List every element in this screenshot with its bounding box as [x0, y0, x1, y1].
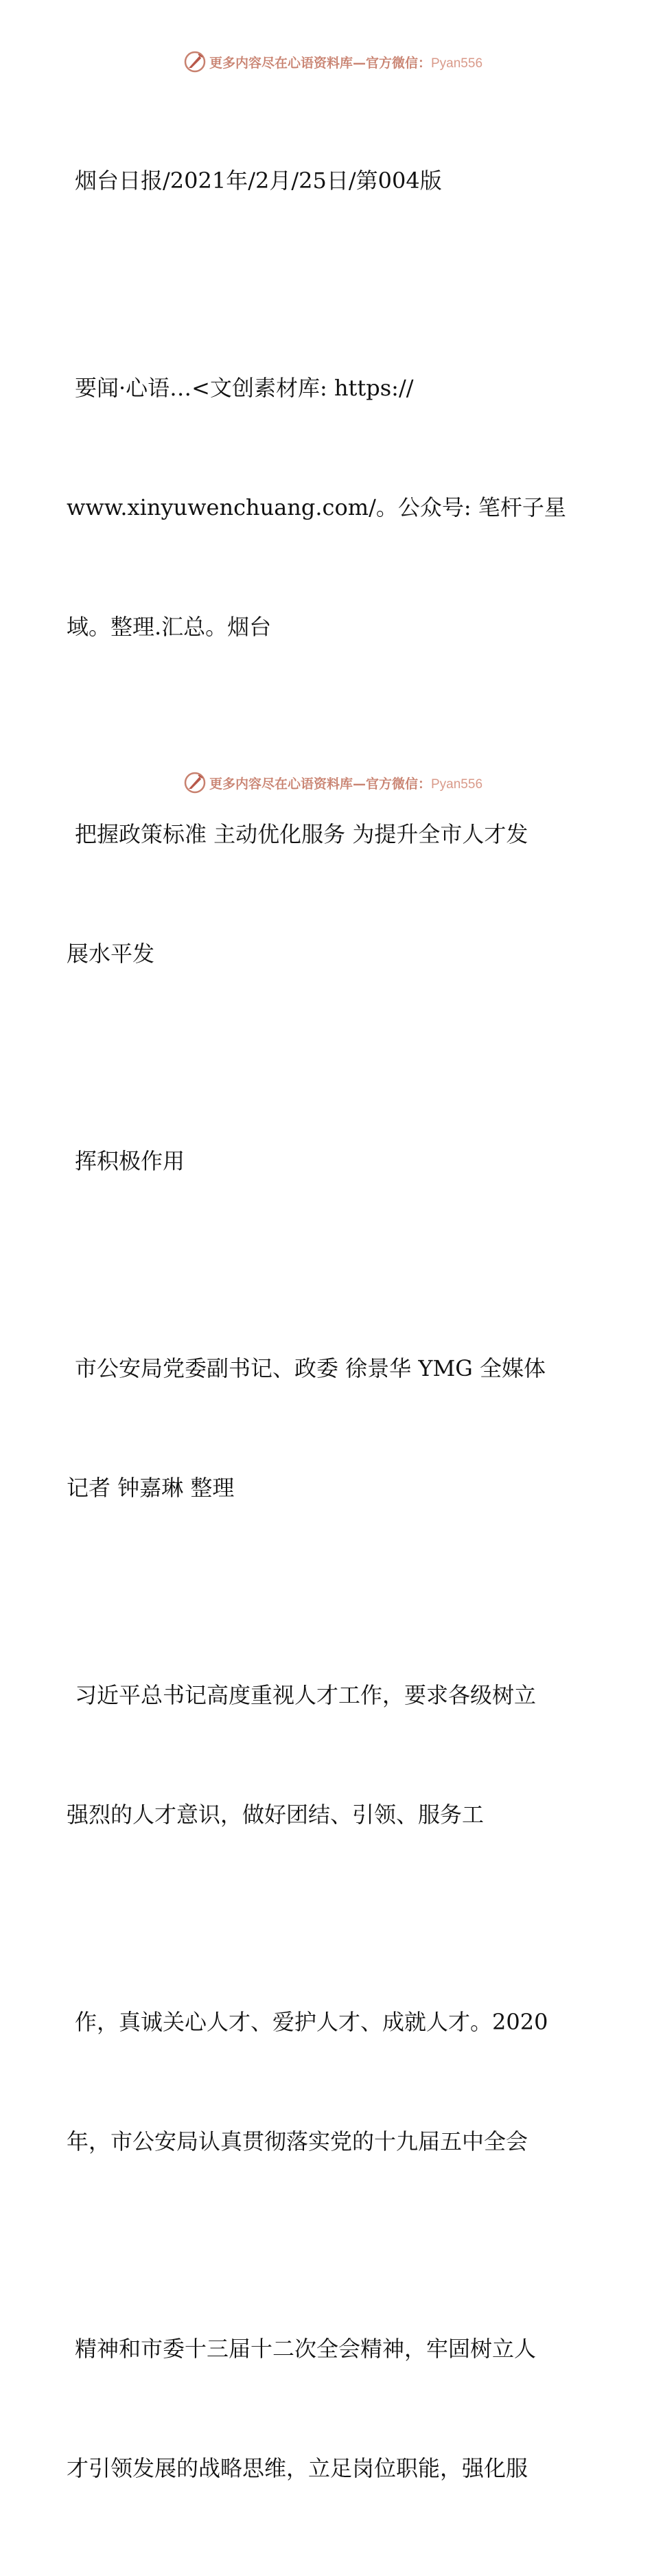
- paragraph-line: 域。整理.汇总。烟台: [67, 614, 272, 640]
- paragraph-line: 要闻·心语…<文创素材库: https://: [75, 375, 414, 401]
- article-byline: [67, 1269, 574, 1587]
- paragraph-line: 作，真诚关心人才、爱护人才、成就人才。2020: [75, 2009, 548, 2035]
- watermark-text: 更多内容尽在心语资料库—官方微信：Pyan556: [209, 776, 483, 792]
- article-dateline: [67, 81, 574, 280]
- footer-watermark: [0, 769, 652, 796]
- quill-logo-icon: [183, 50, 207, 73]
- paragraph-line: 把握政策标准 主动优化服务 为提升全市人才发: [75, 821, 528, 847]
- header-watermark: [0, 48, 652, 76]
- watermark-group: [183, 771, 482, 794]
- watermark-group: [183, 50, 482, 73]
- paragraph-line: 挥积极作用: [75, 1148, 185, 1174]
- paragraph-line: 烟台日报/2021年/2月/25日/第004版: [75, 168, 442, 194]
- paragraph-line: 才引领发展的战略思维，立足岗位职能，强化服: [67, 2455, 528, 2481]
- watermark-handle: Pyan556: [431, 777, 483, 792]
- watermark-text: 更多内容尽在心语资料库—官方微信：Pyan556: [209, 55, 483, 71]
- article-headline-continued: [67, 1061, 574, 1261]
- article-body: [67, 81, 574, 2576]
- body-paragraph: [67, 2249, 574, 2568]
- article-source-note: [67, 288, 574, 726]
- watermark-handle: Pyan556: [431, 56, 483, 71]
- paragraph-line: 记者 钟嘉琳 整理: [67, 1475, 235, 1501]
- paragraph-line: 展水平发: [67, 941, 155, 967]
- body-paragraph: [67, 1922, 574, 2241]
- quill-logo-icon: [183, 771, 207, 794]
- paragraph-line: www.xinyuwenchuang.com/。公众号: 笔杆子星: [67, 494, 566, 520]
- paragraph-line: 精神和市委十三届十二次全会精神，牢固树立人: [75, 2336, 537, 2362]
- paragraph-line: 强烈的人才意识，做好团结、引领、服务工: [67, 1802, 485, 1828]
- paragraph-line: 年，市公安局认真贯彻落实党的十九届五中全会: [67, 2128, 528, 2154]
- paragraph-line: 习近平总书记高度重视人才工作，要求各级树立: [75, 1682, 537, 1708]
- body-paragraph: [67, 1596, 574, 1914]
- paragraph-line: 市公安局党委副书记、政委 徐景华 YMG 全媒体: [75, 1355, 546, 1381]
